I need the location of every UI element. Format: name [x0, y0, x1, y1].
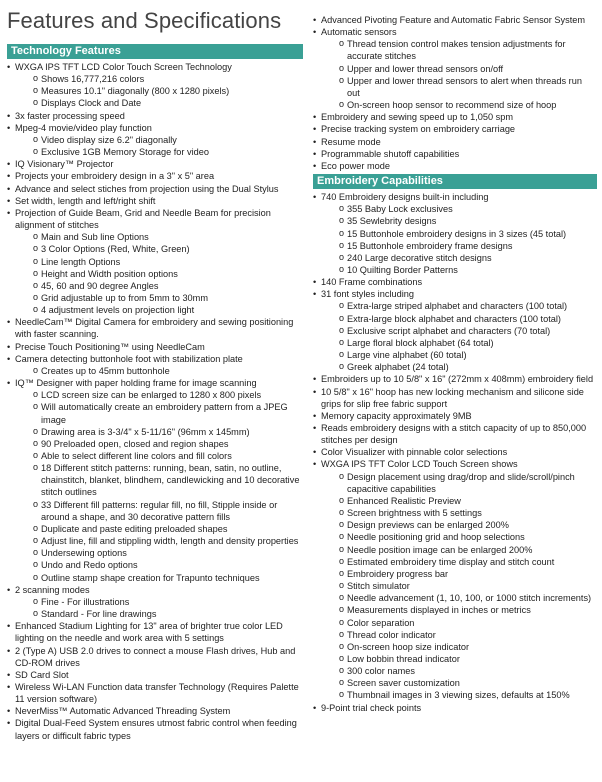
- sub-feature-item: o Thumbnail images in 3 viewing sizes, defaults at 150%: [321, 689, 597, 701]
- sub-feature-item: o 300 color names: [321, 665, 597, 677]
- sub-feature-list: [15, 596, 303, 620]
- feature-list: [313, 191, 597, 714]
- sub-feature-item: o 240 Large decorative stitch designs: [321, 252, 597, 264]
- sub-feature-list: [15, 389, 303, 584]
- sub-feature-item: o 90 Preloaded open, closed and region shapes: [15, 438, 303, 450]
- sub-feature-item: o Undersewing options: [15, 547, 303, 559]
- feature-item: [313, 422, 597, 446]
- sub-feature-list: [15, 134, 303, 158]
- feature-item: [313, 191, 597, 276]
- feature-text: 740 Embroidery designs built-in including: [321, 192, 489, 203]
- sub-feature-item: o 33 Different fill patterns: regular fill, no fill, Stipple inside or around a shape, and 30 decorative pattern fills: [15, 499, 303, 523]
- section-heading: Technology Features: [7, 44, 303, 59]
- sub-feature-item: o Grid adjustable up to from 5mm to 30mm: [15, 292, 303, 304]
- sub-feature-list: [15, 365, 303, 377]
- feature-item: [7, 353, 303, 377]
- sub-feature-item: o Fine - For illustrations: [15, 596, 303, 608]
- section-heading: Embroidery Capabilities: [313, 174, 597, 189]
- sub-feature-item: o 18 Different stitch patterns: running, bean, satin, no outline, chainstitch, blanket, blindhem, candlewicking and 10 decorative stitch outlines: [15, 462, 303, 498]
- sub-feature-item: o On-screen hoop sensor to recommend size of hoop: [321, 99, 597, 111]
- feature-item: [7, 61, 303, 110]
- sub-feature-item: o Outline stamp shape creation for Trapunto techniques: [15, 572, 303, 584]
- sub-feature-item: o 4 adjustment levels on projection light: [15, 304, 303, 316]
- feature-text: NeedleCam™ Digital Camera for embroidery and sewing positioning with faster scanning.: [15, 317, 294, 340]
- feature-text: Projects your embroidery design in a 3" x 5" area: [15, 171, 215, 182]
- sub-feature-item: o Screen brightness with 5 settings: [321, 507, 597, 519]
- sub-feature-item: o On-screen hoop size indicator: [321, 641, 597, 653]
- sub-feature-item: o Design placement using drag/drop and slide/scroll/pinch capacitive capabilities: [321, 471, 597, 495]
- feature-item: [313, 148, 597, 160]
- feature-text: 31 font styles including: [321, 289, 414, 300]
- feature-item: [313, 373, 597, 385]
- feature-text: Eco power mode: [321, 160, 390, 171]
- feature-text: WXGA IPS TFT Color LCD Touch Screen shows: [321, 459, 518, 470]
- sub-feature-item: o Undo and Redo options: [15, 559, 303, 571]
- feature-text: 9-Point trial check points: [321, 702, 422, 713]
- sub-feature-item: o Enhanced Realistic Preview: [321, 495, 597, 507]
- feature-text: NeverMiss™ Automatic Advanced Threading System: [15, 706, 231, 717]
- feature-item: [7, 681, 303, 705]
- sub-feature-item: o 35 Sewlebrity designs: [321, 215, 597, 227]
- sub-feature-list: [15, 73, 303, 109]
- feature-text: Enhanced Stadium Lighting for 13" area of brighter true color LED lighting on the needle and work area with 5 settings: [15, 621, 283, 644]
- feature-text: Advanced Pivoting Feature and Automatic Fabric Sensor System: [321, 15, 586, 25]
- sub-feature-item: o Measures 10.1" diagonally (800 x 1280 pixels): [15, 85, 303, 97]
- feature-text: Resume mode: [321, 136, 381, 147]
- sub-feature-item: o 3 Color Options (Red, White, Green): [15, 243, 303, 255]
- feature-item: [313, 386, 597, 410]
- feature-item: [313, 410, 597, 422]
- feature-item: [7, 669, 303, 681]
- sub-feature-item: o Video display size 6.2" diagonally: [15, 134, 303, 146]
- feature-text: Wireless Wi-LAN Function data transfer Technology (Requires Palette 11 version software): [15, 681, 299, 705]
- feature-item: [7, 377, 303, 584]
- sub-feature-list: [321, 300, 597, 373]
- feature-item: [313, 111, 597, 123]
- sub-feature-item: o 15 Buttonhole embroidery frame designs: [321, 240, 597, 252]
- feature-item: [313, 160, 597, 172]
- sub-feature-item: o Greek alphabet (24 total): [321, 361, 597, 373]
- sub-feature-list: [15, 231, 303, 316]
- feature-item: [7, 207, 303, 316]
- sub-feature-item: o Drawing area is 3-3/4" x 5-11/16" (96mm x 145mm): [15, 426, 303, 438]
- sub-feature-list: [321, 471, 597, 702]
- feature-text: 2 scanning modes: [15, 584, 90, 595]
- feature-item: [7, 183, 303, 195]
- sub-feature-item: o 45, 60 and 90 degree Angles: [15, 280, 303, 292]
- sub-feature-item: o Design previews can be enlarged 200%: [321, 519, 597, 531]
- sub-feature-item: o 15 Buttonhole embroidery designs in 3 sizes (45 total): [321, 228, 597, 240]
- feature-text: 3x faster processing speed: [15, 110, 125, 121]
- right-column: [313, 14, 597, 714]
- sub-feature-item: o Thread color indicator: [321, 629, 597, 641]
- sub-feature-item: o Screen saver customization: [321, 677, 597, 689]
- feature-item: [7, 122, 303, 158]
- feature-item: [7, 341, 303, 353]
- sub-feature-item: o Duplicate and paste editing preloaded shapes: [15, 523, 303, 535]
- feature-text: Mpeg-4 movie/video play function: [15, 122, 152, 133]
- feature-item: [313, 14, 597, 26]
- sub-feature-item: o Will automatically create an embroidery pattern from a JPEG image: [15, 401, 303, 425]
- feature-text: SD Card Slot: [15, 669, 69, 680]
- feature-text: Embroiders up to 10 5/8" x 16" (272mm x 408mm) embroidery field: [321, 374, 594, 385]
- sub-feature-item: o 355 Baby Lock exclusives: [321, 203, 597, 215]
- sub-feature-item: o Upper and lower thread sensors to alert when threads run out: [321, 75, 597, 99]
- sub-feature-item: o Measurements displayed in inches or metrics: [321, 604, 597, 616]
- feature-text: Projection of Guide Beam, Grid and Needle Beam for precision alignment of stitches: [15, 207, 271, 231]
- feature-item: [7, 717, 303, 741]
- left-column: [7, 44, 303, 742]
- sub-feature-item: o Creates up to 45mm buttonhole: [15, 365, 303, 377]
- page-title: Features and Specifications: [7, 8, 282, 33]
- feature-list: [313, 14, 597, 172]
- sub-feature-item: o Upper and lower thread sensors on/off: [321, 63, 597, 75]
- sub-feature-item: o Height and Width position options: [15, 268, 303, 280]
- feature-text: Automatic sensors: [321, 27, 397, 38]
- sub-feature-item: o Color separation: [321, 617, 597, 629]
- feature-item: [7, 620, 303, 644]
- feature-text: Digital Dual-Feed System ensures utmost fabric control when feeding layers or difficult fabric types: [15, 718, 297, 741]
- sub-feature-item: o 10 Quilting Border Patterns: [321, 264, 597, 276]
- feature-item: [313, 26, 597, 111]
- sub-feature-item: o Low bobbin thread indicator: [321, 653, 597, 665]
- feature-item: [7, 645, 303, 669]
- feature-item: [7, 195, 303, 207]
- feature-text: Embroidery and sewing speed up to 1,050 spm: [321, 112, 514, 123]
- sub-feature-item: o Shows 16,777,216 colors: [15, 73, 303, 85]
- sub-feature-item: o Extra-large striped alphabet and characters (100 total): [321, 300, 597, 312]
- sub-feature-item: o Stitch simulator: [321, 580, 597, 592]
- sub-feature-item: o Line length Options: [15, 256, 303, 268]
- feature-item: [7, 584, 303, 620]
- feature-text: 140 Frame combinations: [321, 277, 423, 288]
- feature-text: Precise Touch Positioning™ using NeedleCam: [15, 341, 205, 352]
- feature-text: Color Visualizer with pinnable color selections: [321, 447, 508, 458]
- feature-item: [7, 158, 303, 170]
- sub-feature-item: o Large floral block alphabet (64 total): [321, 337, 597, 349]
- feature-item: [7, 316, 303, 340]
- feature-text: WXGA IPS TFT LCD Color Touch Screen Technology: [15, 62, 232, 72]
- feature-item: [313, 446, 597, 458]
- feature-item: [7, 705, 303, 717]
- sub-feature-item: o Extra-large block alphabet and characters (100 total): [321, 313, 597, 325]
- feature-text: 2 (Type A) USB 2.0 drives to connect a mouse Flash drives, Hub and CD-ROM drives: [15, 645, 296, 668]
- feature-text: Advance and select stiches from projection using the Dual Stylus: [15, 183, 279, 194]
- sub-feature-item: o Main and Sub line Options: [15, 231, 303, 243]
- feature-item: [313, 136, 597, 148]
- feature-text: IQ™ Designer with paper holding frame for image scanning: [15, 378, 257, 389]
- feature-item: [7, 170, 303, 182]
- feature-text: Camera detecting buttonhole foot with stabilization plate: [15, 353, 243, 364]
- sub-feature-item: o LCD screen size can be enlarged to 1280 x 800 pixels: [15, 389, 303, 401]
- sub-feature-item: o Adjust line, fill and stippling width, length and density properties: [15, 535, 303, 547]
- feature-item: [313, 702, 597, 714]
- feature-text: Memory capacity approximately 9MB: [321, 410, 472, 421]
- sub-feature-item: o Large vine alphabet (60 total): [321, 349, 597, 361]
- feature-text: IQ Visionary™ Projector: [15, 159, 114, 170]
- sub-feature-item: o Exclusive script alphabet and characters (70 total): [321, 325, 597, 337]
- sub-feature-list: [321, 38, 597, 111]
- feature-list: [7, 61, 303, 742]
- feature-item: [313, 276, 597, 288]
- sub-feature-item: o Needle advancement (1, 10, 100, or 1000 stitch increments): [321, 592, 597, 604]
- sub-feature-item: o Estimated embroidery time display and stitch count: [321, 556, 597, 568]
- feature-item: [313, 288, 597, 373]
- feature-item: [313, 123, 597, 135]
- feature-item: [7, 110, 303, 122]
- feature-text: Precise tracking system on embroidery carriage: [321, 124, 516, 135]
- feature-text: Set width, length and left/right shift: [15, 195, 156, 206]
- sub-feature-item: o Thread tension control makes tension adjustments for accurate stitches: [321, 38, 597, 62]
- sub-feature-item: o Standard - For line drawings: [15, 608, 303, 620]
- feature-item: [313, 458, 597, 701]
- sub-feature-list: [321, 203, 597, 276]
- sub-feature-item: o Needle positioning grid and hoop selections: [321, 531, 597, 543]
- sub-feature-item: o Embroidery progress bar: [321, 568, 597, 580]
- feature-text: Reads embroidery designs with a stitch capacity of up to 850,000 stitches per design: [321, 423, 587, 446]
- feature-text: 10 5/8" x 16" hoop has new locking mechanism and silicone side grips for slip free fabric support: [321, 386, 584, 409]
- sub-feature-item: o Exclusive 1GB Memory Storage for video: [15, 146, 303, 158]
- sub-feature-item: o Able to select different line colors and fill colors: [15, 450, 303, 462]
- feature-text: Programmable shutoff capabilities: [321, 148, 460, 159]
- sub-feature-item: o Needle position image can be enlarged 200%: [321, 544, 597, 556]
- sub-feature-item: o Displays Clock and Date: [15, 97, 303, 109]
